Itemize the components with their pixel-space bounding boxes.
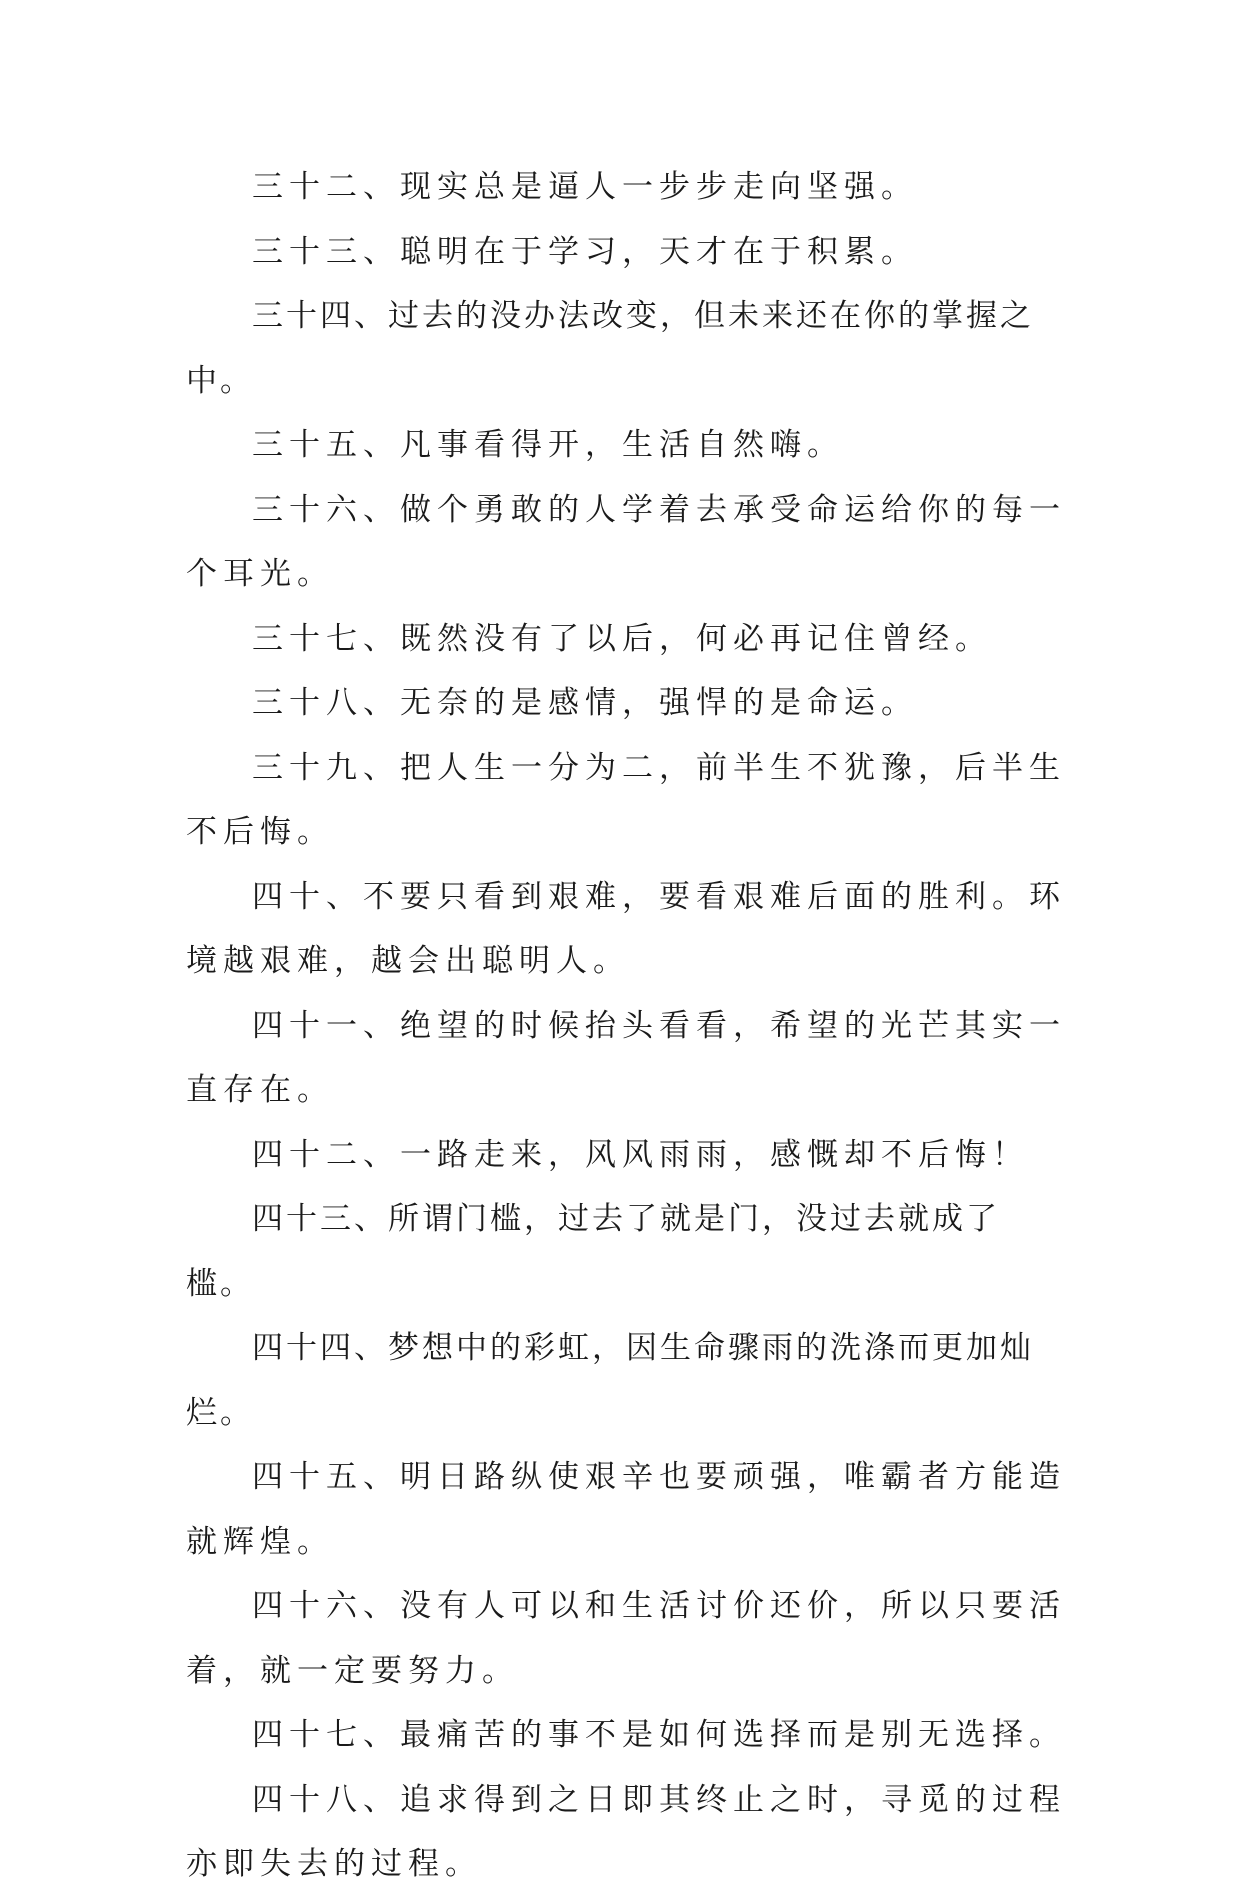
paragraph-35: 三十五、凡事看得开，生活自然嗨。 xyxy=(252,427,844,463)
paragraph-44: 四十四、梦想中的彩虹，因生命骤雨的洗涤而更加灿烂。 xyxy=(186,1330,1034,1431)
paragraph-41: 四十一、绝望的时候抬头看看，希望的光芒其实一直存在。 xyxy=(186,1007,1066,1108)
paragraph-42: 四十二、一路走来，风风雨雨，感慨却不后悔！ xyxy=(252,1136,1029,1173)
paragraph-46: 四十六、没有人可以和生活讨价还价，所以只要活着，就一定要努力。 xyxy=(186,1588,1066,1689)
paragraph-32: 三十二、现实总是逼人一步步走向坚强。 xyxy=(252,169,918,205)
paragraph-38: 三十八、无奈的是感情，强悍的是命运。 xyxy=(252,685,918,721)
paragraph-43: 四十三、所谓门槛，过去了就是门，没过去就成了槛。 xyxy=(186,1201,1000,1302)
paragraph-33: 三十三、聪明在于学习，天才在于积累。 xyxy=(252,233,918,270)
paragraph-48: 四十八、追求得到之日即其终止之时，寻觅的过程亦即失去的过程。 xyxy=(186,1781,1066,1882)
paragraph-47: 四十七、最痛苦的事不是如何选择而是别无选择。 xyxy=(252,1717,1066,1753)
paragraph-40: 四十、不要只看到艰难，要看艰难后面的胜利。环境越艰难，越会出聪明人。 xyxy=(186,878,1066,979)
paragraph-45: 四十五、明日路纵使艰辛也要顽强，唯霸者方能造就辉煌。 xyxy=(186,1459,1066,1560)
paragraph-39: 三十九、把人生一分为二，前半生不犹豫，后半生不后悔。 xyxy=(186,749,1066,850)
document-body xyxy=(186,155,1066,1897)
paragraph-34: 三十四、过去的没办法改变，但未来还在你的掌握之中。 xyxy=(186,298,1034,399)
paragraph-36: 三十六、做个勇敢的人学着去承受命运给你的每一个耳光。 xyxy=(186,491,1066,592)
paragraph-37: 三十七、既然没有了以后，何必再记住曾经。 xyxy=(252,620,992,657)
